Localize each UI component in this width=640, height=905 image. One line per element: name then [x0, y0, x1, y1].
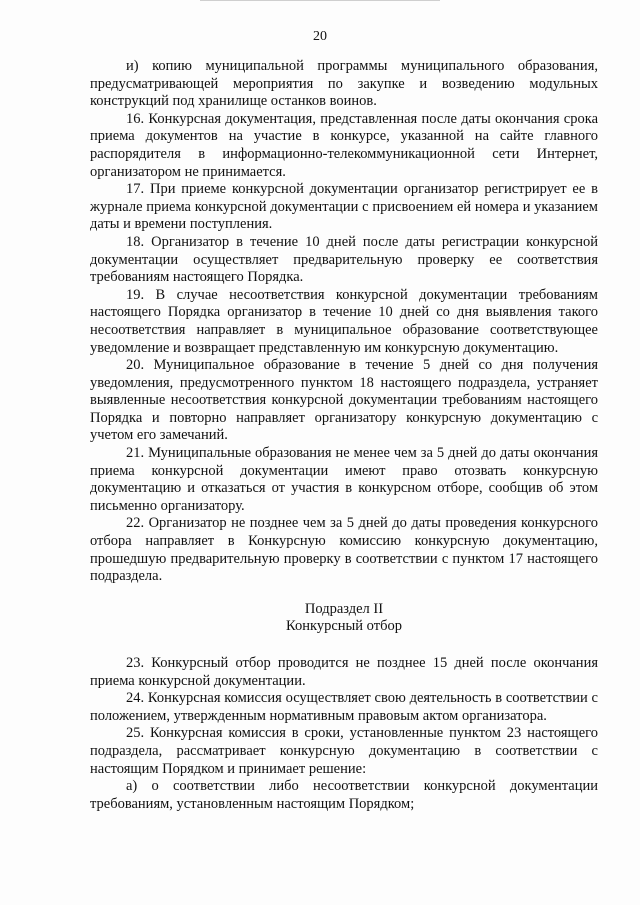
paragraph-25-a: а) о соответствии либо несоответствии конкурсной документации требованиям, установленным настоящим Порядком; — [90, 778, 598, 812]
scan-top-edge — [200, 0, 440, 1]
paragraph-22: 22. Организатор не позднее чем за 5 дней до даты проведения конкурсного отбора направляет в Конкурсную комиссию конкурсную документацию, прошедшую предварительную проверку в соответствии с пунктом 17 настоящего подраздела. — [90, 515, 598, 585]
paragraph-25: 25. Конкурсная комиссия в сроки, установленные пунктом 23 настоящего подраздела, рассматривает конкурсную документацию в соответствии с настоящим Порядком и принимает решение: — [90, 725, 598, 777]
paragraph-16: 16. Конкурсная документация, представленная после даты окончания срока приема документов на участие в конкурсе, указанной на сайте главного распорядителя в информационно-телекоммуникационной сети Интернет, организатором не принимается. — [90, 110, 598, 180]
paragraph-19: 19. В случае несоответствия конкурсной документации требованиям настоящего Порядка организатор в течение 10 дней со дня выявления такого несоответствия направляет в муниципальное образование соответствующее уведомление и возвращает представленную им конкурсную документацию. — [90, 286, 598, 356]
paragraph-24: 24. Конкурсная комиссия осуществляет свою деятельность в соответствии с положением, утвержденным нормативным правовым актом организатора. — [90, 690, 598, 724]
section-heading — [90, 601, 598, 636]
document-body — [90, 58, 598, 813]
paragraph-20: 20. Муниципальное образование в течение 5 дней со дня получения уведомления, предусмотренного пунктом 18 настоящего подраздела, устраняет выявленные несоответствия конкурсной документации требованиям настоящего Порядка и повторно направляет организатору конкурсную документацию с учетом его замечаний. — [90, 357, 598, 444]
paragraph-17: 17. При приеме конкурсной документации организатор регистрирует ее в журнале приема конкурсной документации с присвоением ей номера и указанием даты и времени поступления. — [90, 181, 598, 233]
page-number: 20 — [313, 29, 327, 44]
section-title: Подраздел II — [304, 600, 384, 617]
paragraph-21: 21. Муниципальные образования не менее чем за 5 дней до даты окончания приема конкурсной документации имеют право отозвать конкурсную документацию и отказаться от участия в конкурсном отборе, сообщив об этом письменно организатору. — [90, 445, 598, 514]
paragraph-18: 18. Организатор в течение 10 дней после даты регистрации конкурсной документации осуществляет предварительную проверку ее соответствия требованиям настоящего Порядка. — [90, 233, 598, 286]
section-subtitle: Конкурсный отбор — [286, 618, 402, 635]
paragraph-23: 23. Конкурсный отбор проводится не позднее 15 дней после окончания приема конкурсной документации. — [90, 655, 598, 689]
paragraph-item-i: и) копию муниципальной программы муниципального образования, предусматривающей мероприятия по закупке и возведению модульных конструкций под хранилище останков воинов. — [90, 58, 598, 110]
